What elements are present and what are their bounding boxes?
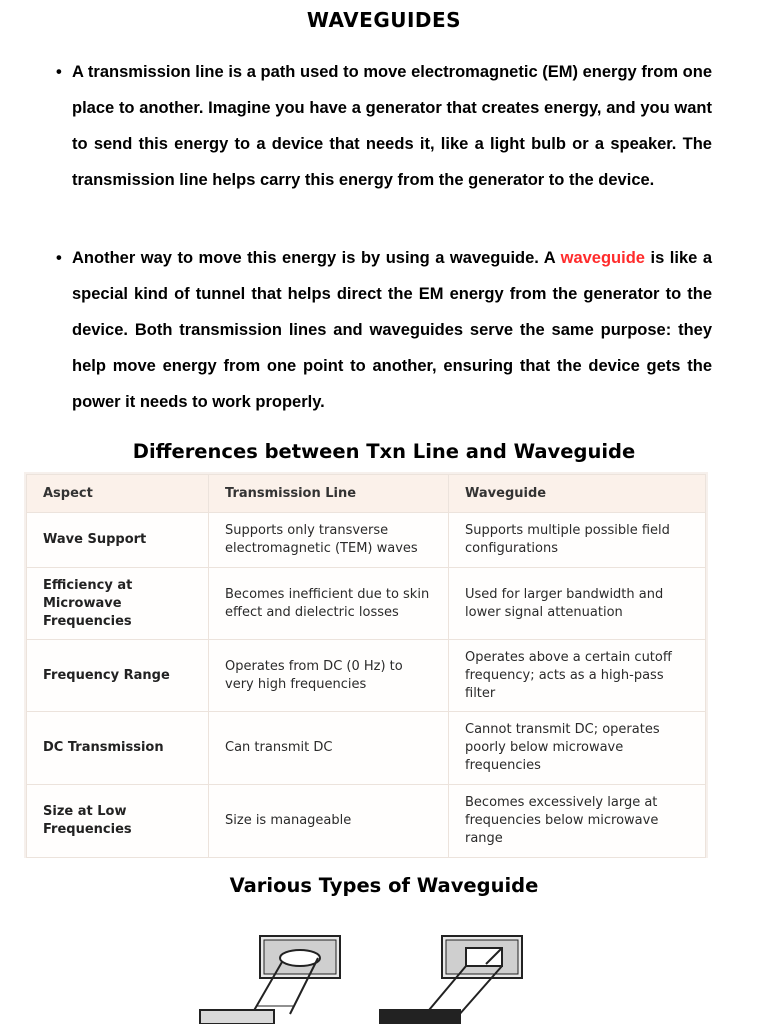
- waveguide-cell: Supports multiple possible field configurations: [449, 513, 706, 568]
- transmission-line-cell: Can transmit DC: [209, 712, 449, 785]
- aspect-cell: DC Transmission: [27, 712, 209, 785]
- transmission-line-cell: Becomes inefficient due to skin effect and dielectric losses: [209, 568, 449, 640]
- bullet-text: [72, 240, 712, 420]
- circular-waveguide-drawing: [200, 936, 340, 1024]
- table-row: [27, 640, 706, 712]
- waveguide-cell: Used for larger bandwidth and lower signal attenuation: [449, 568, 706, 640]
- table-row: [27, 785, 706, 858]
- bullet-waveguide: [56, 240, 712, 420]
- differences-table: [26, 474, 706, 858]
- types-title: Various Types of Waveguide: [229, 874, 539, 897]
- differences-title: Differences between Txn Line and Waveguide: [132, 440, 636, 463]
- transmission-line-cell: Operates from DC (0 Hz) to very high frequencies: [209, 640, 449, 712]
- header-aspect: Aspect: [27, 475, 209, 513]
- table-row: [27, 513, 706, 568]
- table-row: [27, 568, 706, 640]
- aspect-cell: Efficiency at Microwave Frequencies: [27, 568, 209, 640]
- table-row: [27, 712, 706, 785]
- aspect-cell: Wave Support: [27, 513, 209, 568]
- aspect-cell: Frequency Range: [27, 640, 209, 712]
- bullet-marker: •: [56, 249, 62, 267]
- bullet-text: A transmission line is a path used to move electromagnetic (EM) energy from one place to another. Imagine you have a generator that creates energy, and you want to send this energy to a device that needs it, like a light bulb or a speaker. The transmission line helps carry this energy from the generator to the device.: [72, 63, 712, 189]
- bullet-text-after: is like a special kind of tunnel that helps direct the EM energy from the generator to the device. Both transmission lines and waveguides serve the same purpose: they help move energy from one point to another, ensuring that the device gets the power it needs to work properly.: [72, 249, 712, 411]
- waveguide-highlight: waveguide: [560, 249, 645, 267]
- differences-table-container: [24, 472, 708, 858]
- waveguide-drawings: [190, 928, 550, 1024]
- bullet-text-before: Another way to move this energy is by using a waveguide. A: [72, 249, 561, 267]
- page-title: WAVEGUIDES: [306, 8, 462, 32]
- table-header-row: [27, 475, 706, 513]
- header-transmission-line: Transmission Line: [209, 475, 449, 513]
- waveguide-cell: Operates above a certain cutoff frequency; acts as a high-pass filter: [449, 640, 706, 712]
- bullet-transmission-line: [56, 54, 712, 198]
- waveguide-cell: Cannot transmit DC; operates poorly below microwave frequencies: [449, 712, 706, 785]
- waveguide-cell: Becomes excessively large at frequencies below microwave range: [449, 785, 706, 858]
- waveguide-types-illustration: [190, 928, 550, 1024]
- header-waveguide: Waveguide: [449, 475, 706, 513]
- bullet-marker: •: [56, 63, 62, 81]
- transmission-line-cell: Supports only transverse electromagnetic (TEM) waves: [209, 513, 449, 568]
- rectangular-waveguide-drawing: [380, 936, 522, 1024]
- transmission-line-cell: Size is manageable: [209, 785, 449, 858]
- aspect-cell: Size at Low Frequencies: [27, 785, 209, 858]
